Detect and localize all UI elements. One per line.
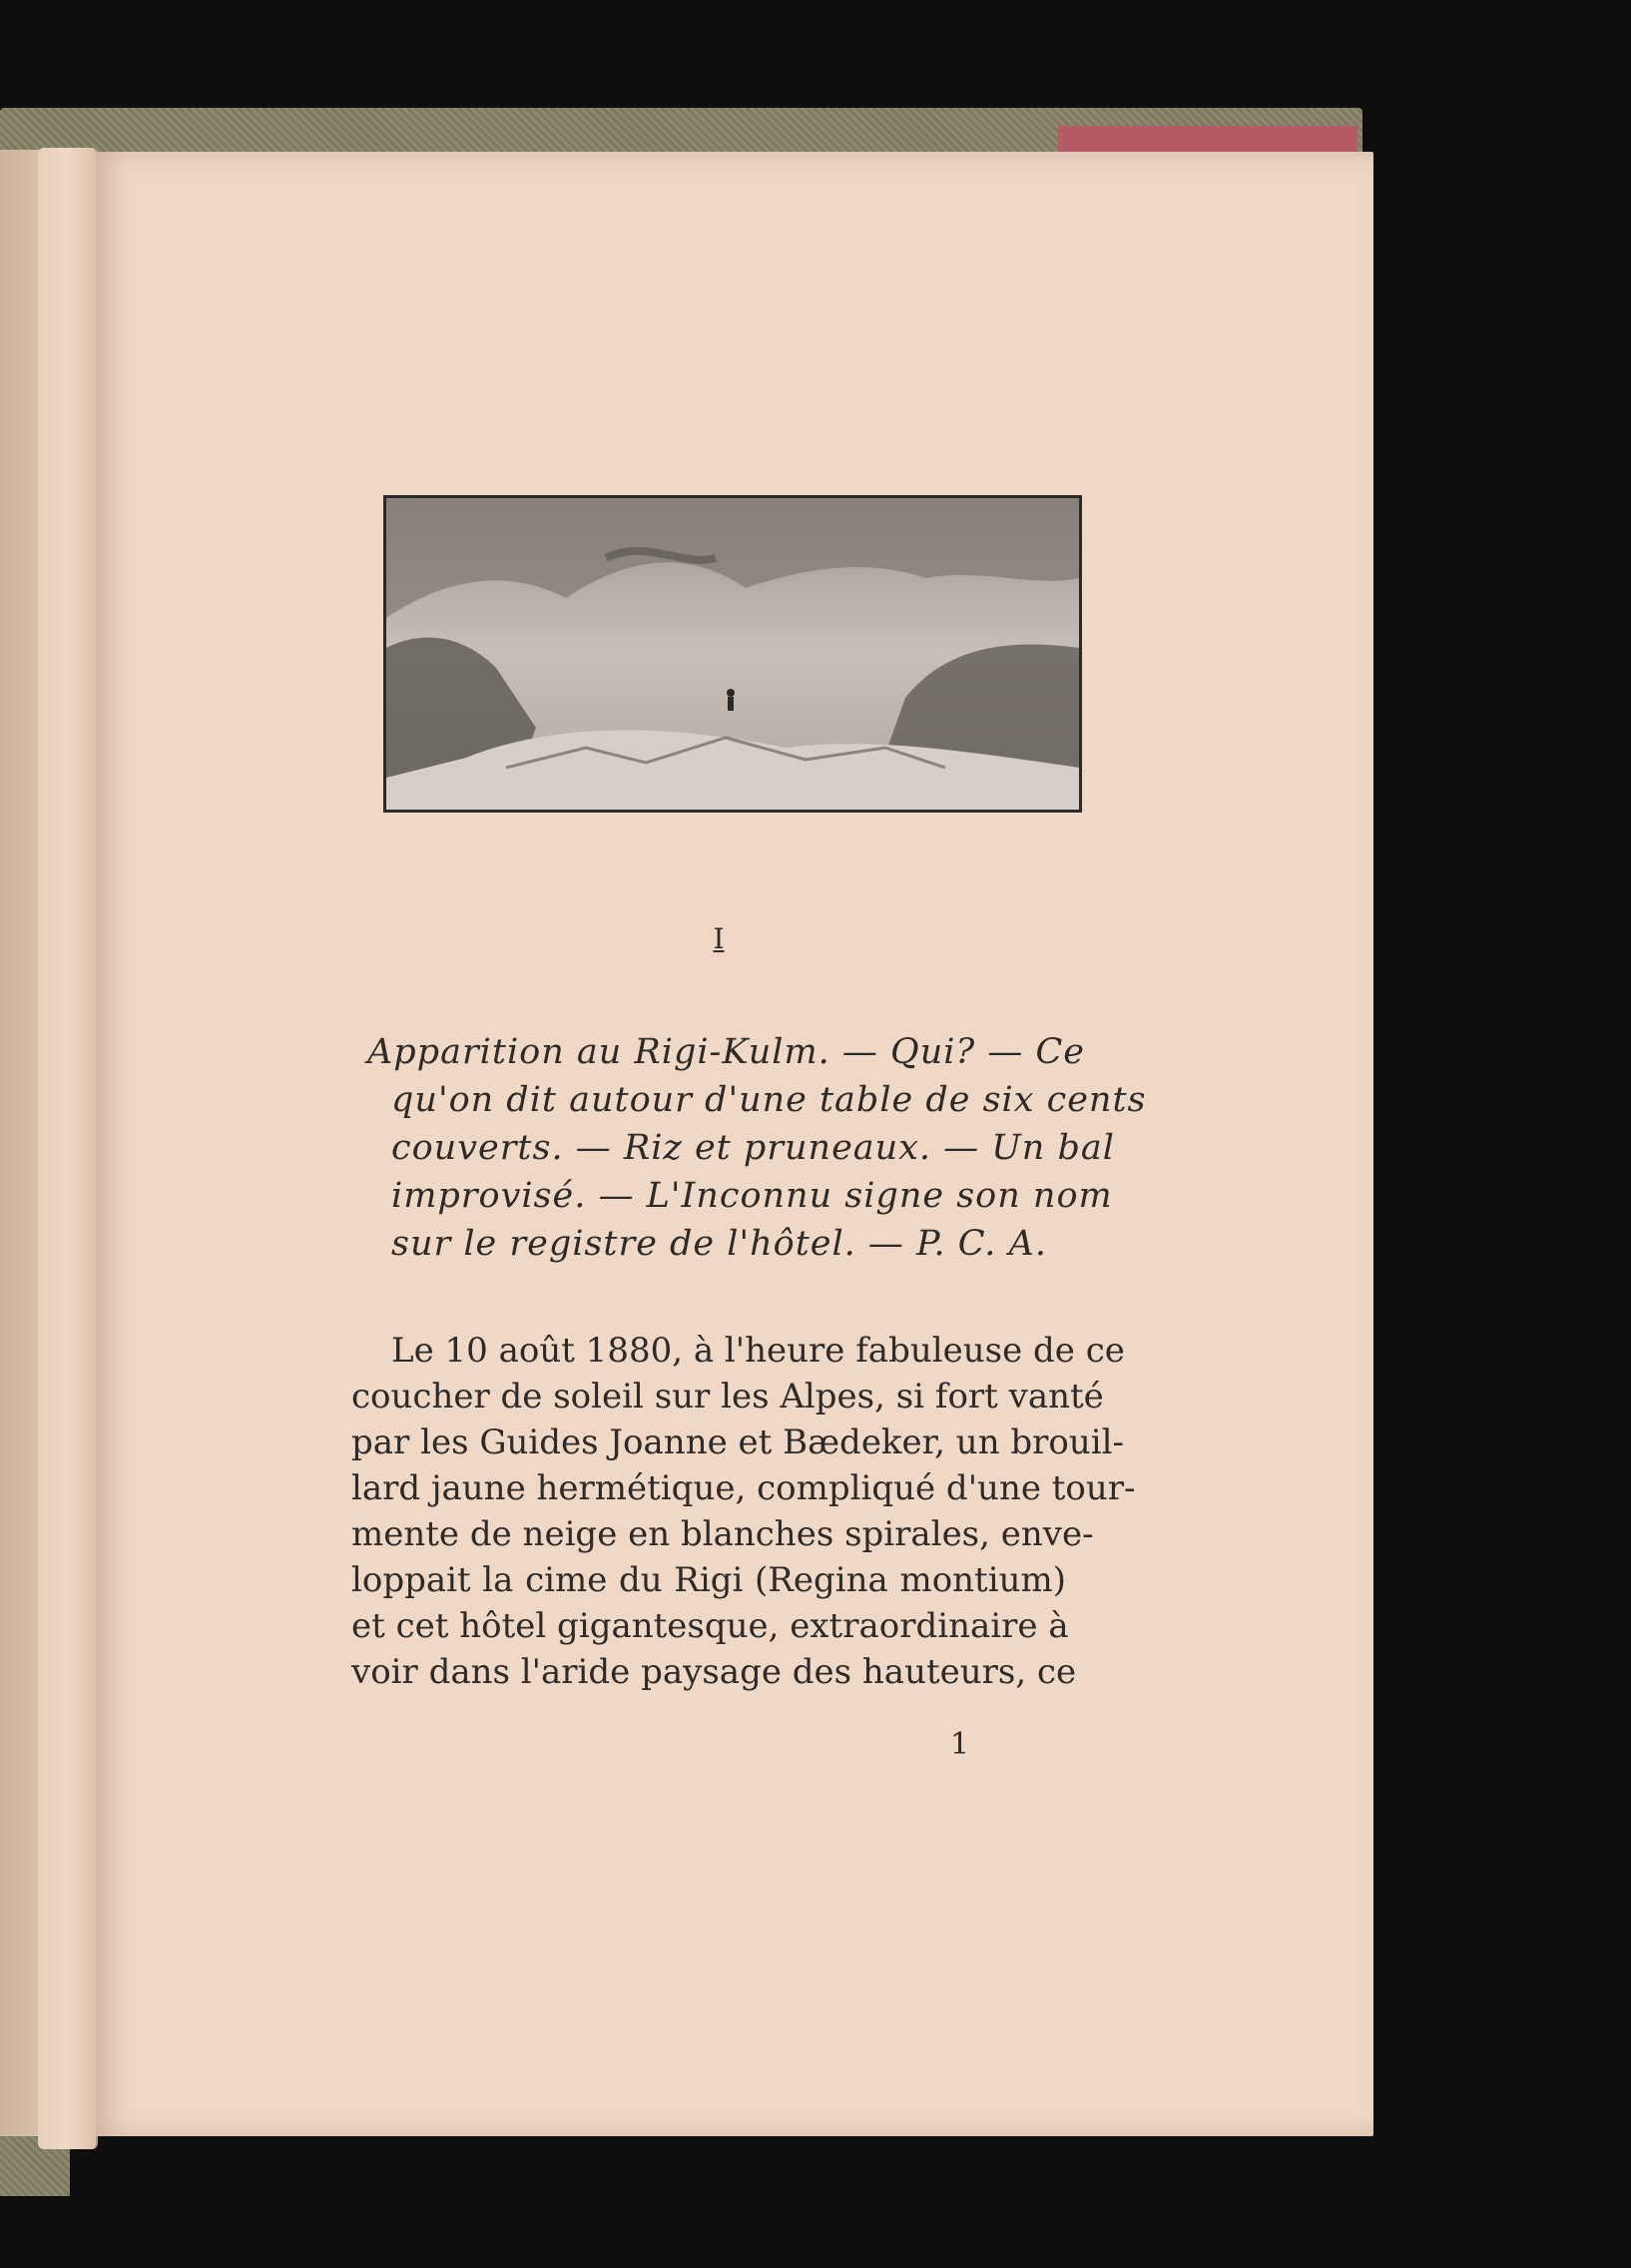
summary-line: qu'on dit autour d'une table de six cents	[391, 1080, 1147, 1120]
summary-line: sur le registre de l'hôtel. — P. C. A.	[391, 1224, 1047, 1264]
page-number: 1	[950, 1727, 970, 1762]
mountain-fog-picture	[386, 498, 1079, 810]
summary-line: improvisé. — L'Inconnu signe son nom	[391, 1176, 1113, 1216]
body-line: et cet hôtel gigantesque, extraordinaire à	[351, 1606, 1069, 1646]
summary-line: Apparition au Rigi-Kulm. — Qui? — Ce	[367, 1032, 1085, 1072]
body-paragraph	[351, 1328, 1136, 1695]
chapter-summary	[367, 1028, 1147, 1268]
body-line: coucher de soleil sur les Alpes, si fort vanté	[351, 1377, 1104, 1417]
body-line: voir dans l'aride paysage des hauteurs, ce	[351, 1652, 1077, 1692]
book-gutter	[38, 148, 98, 2149]
body-line: Le 10 août 1880, à l'heure fabuleuse de ce	[391, 1331, 1125, 1371]
body-line: loppait la cime du Rigi (Regina montium)	[351, 1560, 1066, 1600]
mountain-vignette-illustration	[383, 495, 1082, 813]
body-line: mente de neige en blanches spirales, enve-	[351, 1514, 1094, 1554]
body-line: lard jaune hermétique, compliqué d'une tour-	[351, 1468, 1136, 1508]
chapter-numeral: I	[713, 922, 725, 955]
summary-line: couverts. — Riz et pruneaux. — Un bal	[391, 1128, 1115, 1168]
body-line: par les Guides Joanne et Bædeker, un brouil-	[351, 1422, 1125, 1462]
